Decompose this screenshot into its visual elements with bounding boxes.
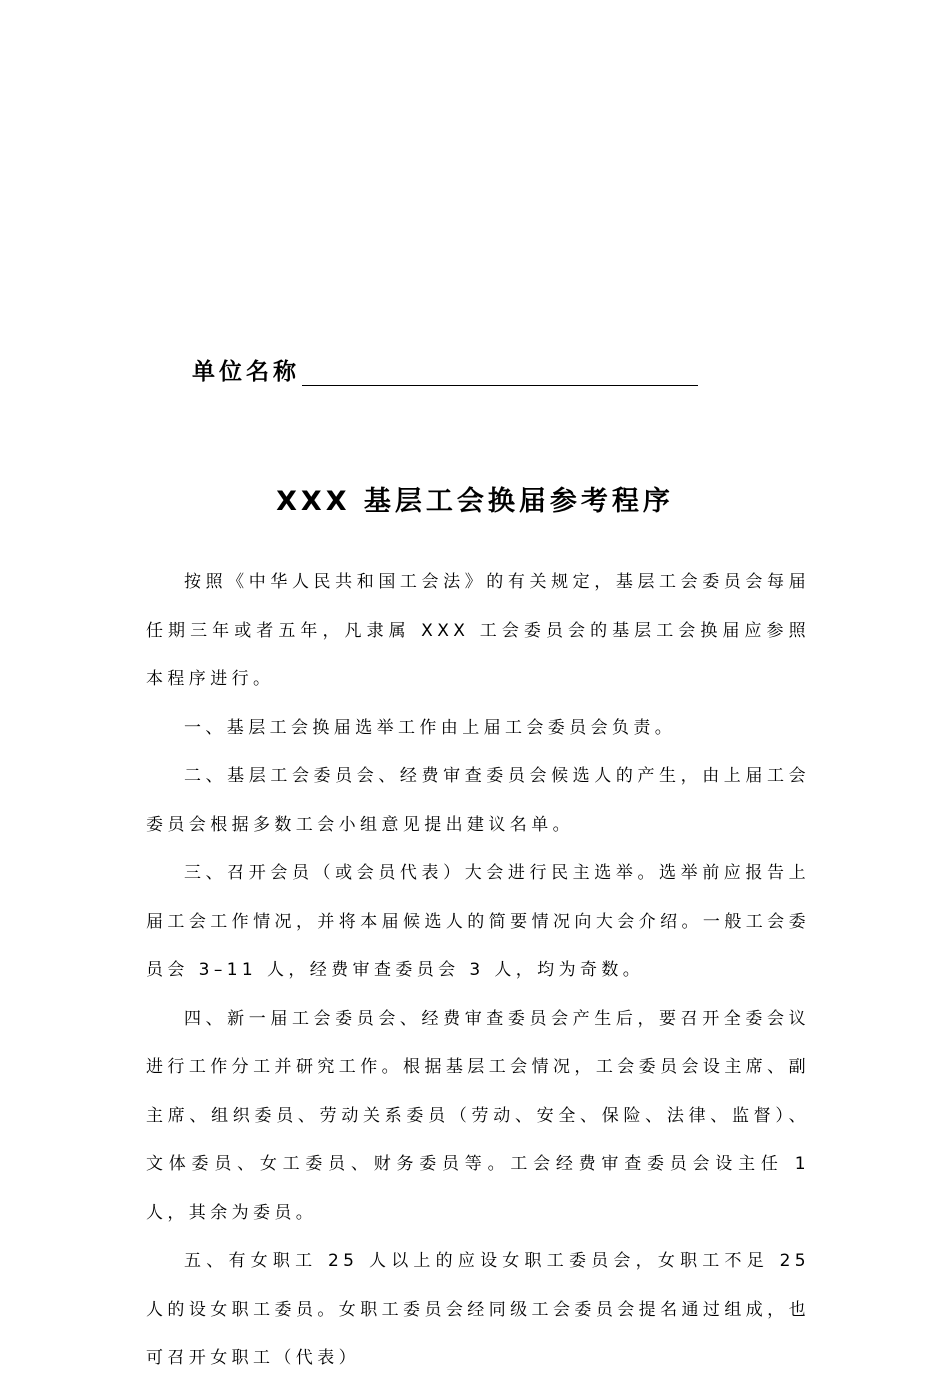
paragraph-item-3: 三、召开会员（或会员代表）大会进行民主选举。选举前应报告上届工会工作情况，并将本届候选人的简要情况向大会介绍。一般工会委员会 3–11 人，经费审查委员会 3 人，均为奇数。 xyxy=(146,863,810,980)
paragraph-item-4: 四、新一届工会委员会、经费审查委员会产生后，要召开全委会议进行工作分工并研究工作。根据基层工会情况，工会委员会设主席、副主席、组织委员、劳动关系委员（劳动、安全、保险、法律、监督）、文体委员、女工委员、财务委员等。工会经费审查委员会设主任 1 人，其余为委员。 xyxy=(146,1008,810,1223)
document-body xyxy=(146,558,810,1383)
unit-name-blank-line xyxy=(302,359,698,386)
unit-name-row xyxy=(192,350,698,386)
paragraph-item-5: 五、有女职工 25 人以上的应设女职工委员会，女职工不足 25 人的设女职工委员。女职工委员会经同级工会委员会提名通过组成，也可召开女职工（代表） xyxy=(146,1251,810,1368)
document-title: XXX 基层工会换届参考程序 xyxy=(276,486,674,517)
paragraph-intro: 按照《中华人民共和国工会法》的有关规定，基层工会委员会每届任期三年或者五年，凡隶属 XXX 工会委员会的基层工会换届应参照本程序进行。 xyxy=(146,572,810,689)
unit-name-label: 单位名称 xyxy=(192,359,300,385)
paragraph-item-2: 二、基层工会委员会、经费审查委员会候选人的产生，由上届工会委员会根据多数工会小组意见提出建议名单。 xyxy=(146,766,810,835)
paragraph-item-1: 一、基层工会换届选举工作由上届工会委员会负责。 xyxy=(184,717,677,738)
